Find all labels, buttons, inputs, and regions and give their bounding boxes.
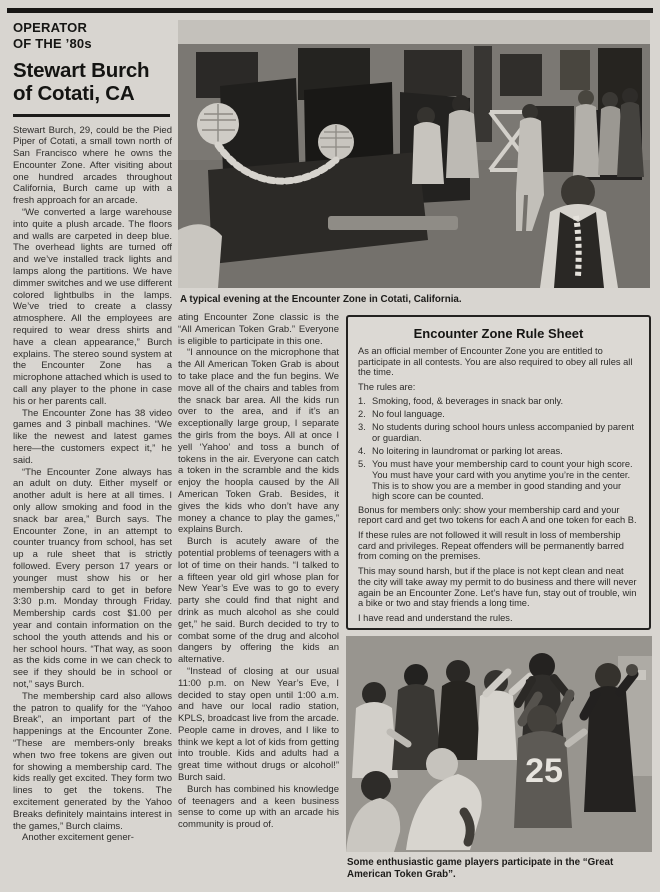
rule-text: No students during school hours unless accompanied by parent or guardian.: [372, 422, 635, 443]
rule-number: 3.: [358, 422, 366, 433]
article-kicker: [13, 20, 172, 52]
top-rule-divider: [7, 8, 653, 13]
article-paragraph: “I announce on the microphone that the All American Token Grab is about to take place and the fun begins. We move all of the chairs and tables from the snack bar area. All the kids run over to the area, and if it’s an exceptionally large group, I separate the girls from the boys. All at once I yell ‘Yahoo’ and toss a bunch of tokens in the air. Everyone can catch a token in the scramble and the kids enjoy the hoopla caused by the All American Token Grab. Besides, it gives the kids who don’t have any money a chance to play the games,” explains Burch.: [178, 347, 339, 536]
rule-number: 4.: [358, 446, 366, 457]
arcade-photo: [178, 20, 650, 288]
rule-sheet-rules-label: The rules are:: [358, 382, 416, 393]
arcade-photo-illustration: [178, 20, 650, 288]
rule-text: No loitering in laundromat or parking lot areas.: [372, 446, 563, 457]
rule-sheet-box: [346, 315, 651, 630]
middle-column: [178, 312, 339, 888]
rule-sheet-bonus: Bonus for members only: show your membership card and your report card and get two tokens for each A and one token for each B.: [358, 504, 637, 526]
rule-number: 2.: [358, 409, 366, 420]
title-underline: [13, 114, 170, 117]
article-paragraph: ating Encounter Zone classic is the “All American Token Grab.” Everyone is eligible to participate in this one.: [178, 312, 339, 347]
rule-item: [358, 422, 639, 443]
rule-item: [358, 446, 639, 457]
article-paragraph: Another excitement gener-: [22, 832, 134, 844]
photo1-caption: A typical evening at the Encounter Zone in Cotati, California.: [180, 294, 462, 305]
rule-item: [358, 459, 639, 502]
article-paragraph: The Encounter Zone has 38 video games and 3 pinball machines. “We like the newest and latest games here—the customers expect it,” he said.: [13, 407, 172, 466]
article-paragraph: The membership card also allows the patron to qualify for the “Yahoo Break”, an important part of the happenings at the Encounter Zone. “These are members-only breaks when two free tokens are given out for showing a membership card. The kids really get excited. They form two lines to get the tokens. The excitement generated by the Yahoo Breaks definitely maintains interest in the games,” Burch claims.: [13, 690, 172, 832]
rule-number: 5.: [358, 459, 366, 470]
kicker-line-1: OPERATOR: [13, 20, 88, 35]
kicker-line-2: OF THE ’80s: [13, 36, 92, 51]
article-paragraph: “The Encounter Zone always has an adult on duty. Either myself or another adult is here at all times. I only allow smoking and food in the snack bar area,” Burch says. The Encounter Zone, in an attempt to counter truancy from school, has set up a rule sheet that is strictly followed. Every person 17 years or younger must show his or her membership card to get in before 3:30 p.m. Monday through Friday. Membership cards cost $1.00 per year and contain information on the school the youth attends and his or her school hours. “That way, as soon as the kids come in we can check to see if they should be in school or not,” says Burch.: [13, 466, 172, 690]
jersey-number: 25: [525, 752, 563, 790]
article-paragraph: Stewart Burch, 29, could be the Pied Piper of Cotati, a small town north of San Francisco where he owns the Encounter Zone. After visiting about one hundred arcades throughout California, Burch came up with a fresh approach for an arcade.: [13, 124, 172, 207]
title-line-1: Stewart Burch: [13, 59, 150, 82]
token-grab-illustration: [346, 636, 652, 852]
rule-sheet-title: Encounter Zone Rule Sheet: [413, 326, 584, 341]
rule-item: [358, 396, 639, 407]
rule-text: You must have your membership card to count your high score. You must have your card with you anytime you’re in the center. This is to show you are a member in good standing and your high score can be counted.: [372, 459, 633, 502]
rule-sheet-signature-line: I have read and understand the rules.: [358, 612, 513, 623]
rule-sheet-penalty: If these rules are not followed it will result in loss of membership card and privileges. Repeat offenders will be permanently barred from coming on the premises.: [358, 530, 624, 562]
title-line-2: of Cotati, CA: [13, 82, 135, 105]
rule-text: Smoking, food, & beverages in snack bar only.: [372, 395, 564, 406]
article-paragraph: “We converted a large warehouse into quite a plush arcade. The floors and walls are carpeted in deep blue. The overhead lights are turned off and we’ve installed track lights and lamps along the partitions. We have dimmer switches and we use different colored lightbulbs in the lamps. We’ve tried to create a classy atmosphere. All the employees are required to wear dress shirts and have a clean appearance,” Burch explains. The stereo sound system at the Encounter Zone has a microphone attached which is used to call any player to the phone in case his or her parents call.: [13, 207, 172, 407]
rule-text: No foul language.: [372, 409, 445, 420]
article-paragraph: Burch has combined his knowledge of teenagers and a keen business sense to come up with an arcade his community is proud of.: [178, 783, 339, 831]
token-grab-photo: [346, 636, 652, 852]
left-column: [13, 20, 172, 886]
rule-sheet-intro: As an official member of Encounter Zone you are entitled to participate in all contests. You are also required to obey all rules all the time.: [358, 346, 633, 378]
article-title: [13, 59, 172, 105]
article-paragraph: “Instead of closing at our usual 11:00 p.m. on New Year’s Eve, I decided to stay open until 1:00 a.m. and have our local radio station, KPLS, broadcast live from the arcade. People came in droves, and I like to think we kept a lot of kids from getting into trouble. Kids and adults had a great time without drugs or alcohol!” Burch said.: [178, 665, 339, 784]
photo2-caption: Some enthusiastic game players participate in the “Great American Token Grab”.: [347, 857, 614, 880]
rule-number: 1.: [358, 395, 366, 406]
rule-item: [358, 409, 639, 420]
article-paragraph: Burch is acutely aware of the potential problems of teenagers with a lot of time on their hands. “I talked to a fifteen year old girl whose plan for New Year’s Eve was to go to every party she could find that night and drink as much alcohol as she could get,” he said. Burch decided to try to combat some of the drug and alcohol dangers by offering the kids an alternative.: [178, 536, 339, 666]
rule-sheet-closing: This may sound harsh, but if the place is not kept clean and neat the city will take away my permit to do business and there will never again be an Encounter Zone. Let’s have fun, stay out of trouble, win a bike or two and stay friends a long time.: [358, 566, 637, 609]
